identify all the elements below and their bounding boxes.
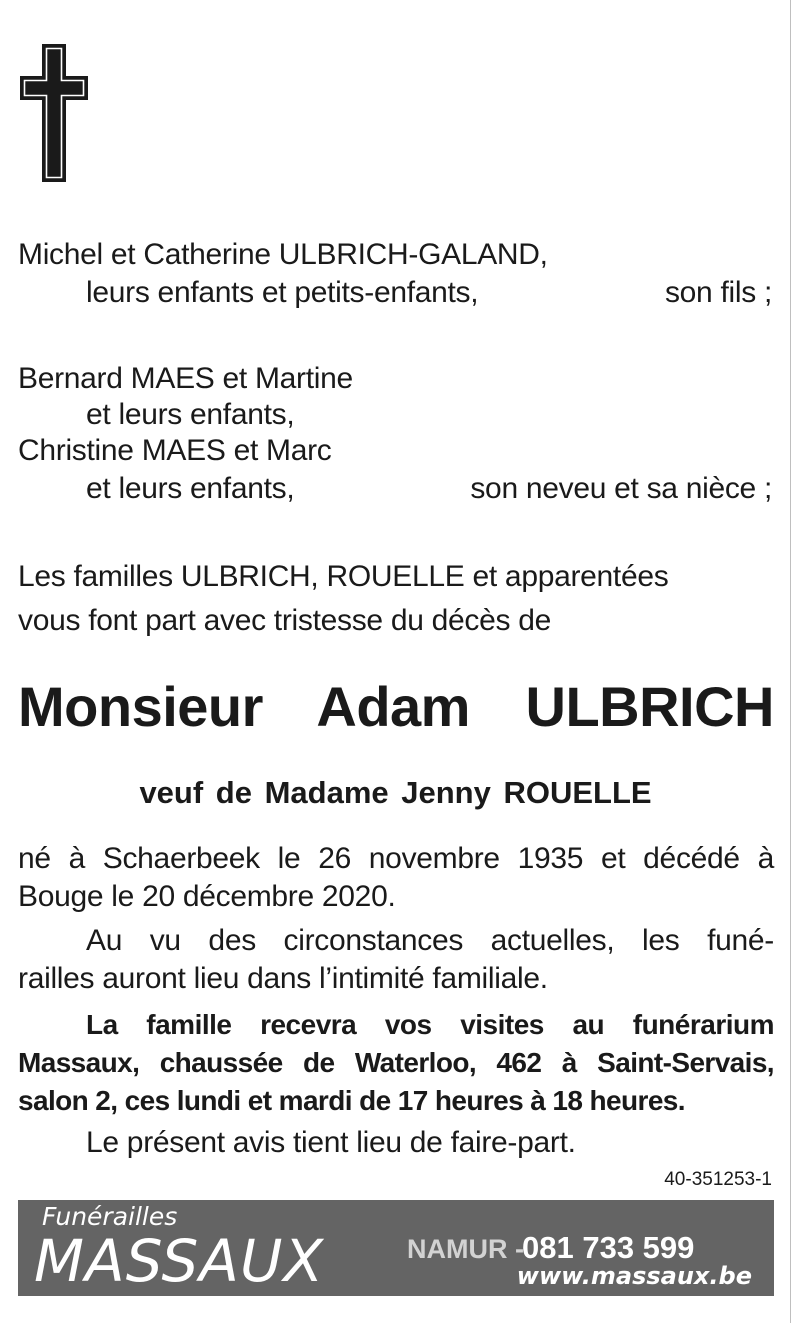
family2-relation: son neveu et sa nièce ; xyxy=(470,472,772,505)
closing-line: Le présent avis tient lieu de faire-part. xyxy=(86,1126,576,1159)
family2-line1: Bernard MAES et Martine xyxy=(18,362,353,395)
family2-line4: et leurs enfants, xyxy=(86,472,295,505)
banner-massaux-logo: MASSAUX xyxy=(34,1227,325,1295)
announce-line1: Les familles ULBRICH, ROUELLE et apparentées xyxy=(18,560,669,593)
family1-line1: Michel et Catherine ULBRICH-GALAND, xyxy=(18,238,548,271)
family1-relation: son fils ; xyxy=(664,276,772,309)
visit-line3: salon 2, ces lundi et mardi de 17 heures à 18 heures. xyxy=(18,1085,685,1116)
funeral-line1: Au vu des circonstances actuelles, les funé- xyxy=(86,924,774,957)
family2-line3: Christine MAES et Marc xyxy=(18,434,332,467)
family2-line2: et leurs enfants, xyxy=(86,398,295,431)
birth-line2: Bouge le 20 décembre 2020. xyxy=(18,880,396,913)
visit-line1: La famille recevra vos visites au funérarium xyxy=(86,1009,774,1040)
deceased-widow-line: veuf de Madame Jenny ROUELLE xyxy=(139,775,652,810)
banner-city: NAMUR - xyxy=(407,1234,524,1264)
banner-phone: 081 733 599 xyxy=(522,1230,695,1265)
banner-funerailles-label: Funérailles xyxy=(42,1202,178,1231)
funeral-home-banner xyxy=(18,1200,774,1296)
deceased-name: Monsieur Adam ULBRICH xyxy=(18,675,774,738)
visit-line2: Massaux, chaussée de Waterloo, 462 à Saint-Servais, xyxy=(18,1047,774,1078)
banner-website: www.massaux.be xyxy=(516,1262,752,1290)
latin-cross-icon xyxy=(18,42,90,184)
reference-number: 40-351253-1 xyxy=(664,1169,772,1190)
family1-line2: leurs enfants et petits-enfants, xyxy=(86,276,479,309)
birth-line1: né à Schaerbeek le 26 novembre 1935 et décédé à xyxy=(18,842,774,875)
announce-line2: vous font part avec tristesse du décès de xyxy=(18,604,552,637)
funeral-line2: railles auront lieu dans l’intimité familiale. xyxy=(18,962,548,995)
